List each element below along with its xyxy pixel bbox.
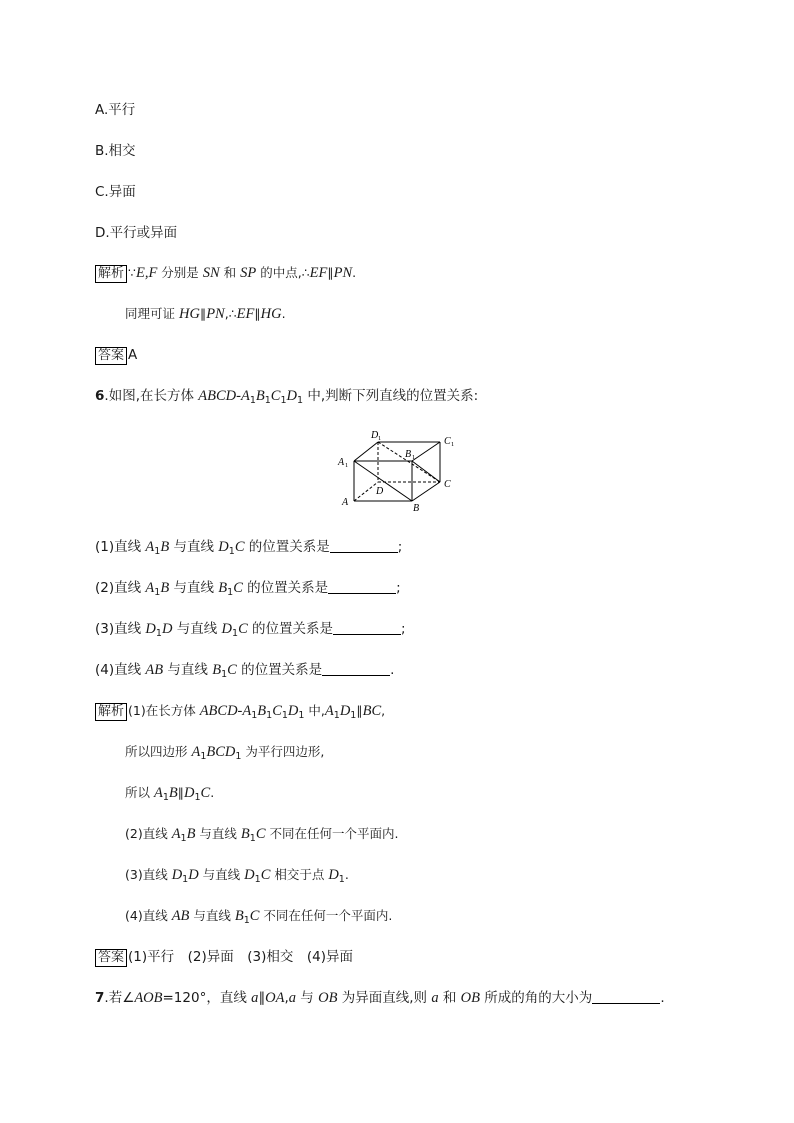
text: ∥ [254,306,261,321]
q6-item-1 [95,538,402,561]
answer-blank[interactable] [333,620,401,635]
q6-analysis-line-2 [125,743,324,766]
subscript: 1 [182,874,189,885]
label-a: A [342,497,349,508]
q6-analysis-line-6 [125,907,392,930]
label-c1-sub: 1 [451,441,455,448]
answer-blank[interactable] [592,989,660,1004]
option-d: D.平行或异面 [95,225,178,241]
text: 不同在任何一个平面内. [259,908,393,923]
math: B [257,703,267,719]
text: 不同在任何一个平面内. [265,826,399,841]
math: D [184,785,195,801]
subscript: 1 [194,792,201,803]
math: B [240,826,250,842]
label-a1: A [338,457,345,468]
subscript: 1 [243,915,250,926]
math: D [287,703,299,719]
math: B [212,662,222,678]
subscript: 1 [338,874,345,885]
text: ; [397,539,403,555]
q6-analysis-line-4 [125,825,398,848]
q5-answer [95,346,137,365]
math: SP [240,265,257,281]
subscript: 1 [254,874,261,885]
math: EF [236,306,255,322]
q6-analysis-line-1 [95,702,385,725]
text: 与直线 [169,580,219,596]
text: 的位置关系是 [247,621,334,637]
text: 与直线 [172,621,222,637]
math: OA [265,990,285,1006]
text: 和 [438,990,461,1006]
subscript: 1 [154,546,161,557]
math: HG [260,306,282,322]
cuboid-figure [336,426,464,516]
label-b1: B [405,449,412,460]
q6-stem [95,387,478,410]
subscript: 1 [235,751,242,762]
subscript: 1 [227,587,234,598]
math: C [234,539,245,555]
answer-blank[interactable] [322,661,390,676]
answer-value: (1)平行 (2)异面 (3)相交 (4)异面 [128,949,354,965]
subscript: 1 [280,395,287,406]
math: D [145,621,156,637]
math: D [188,867,199,883]
math: A [145,539,155,555]
text: , [284,990,289,1006]
math: BCD [206,744,236,760]
text: 同理可证 [125,306,179,321]
text: 相交于点 [270,867,329,882]
text: (4)直线 [125,908,172,923]
math: EF [309,265,328,281]
math: D [328,867,339,883]
math: a [431,990,439,1006]
text: ∥ [356,703,363,718]
answer-tag: 答案 [95,347,127,365]
text: 与直线 [169,539,219,555]
subscript: 1 [266,710,273,721]
subscript: 1 [221,669,228,680]
subscript: 1 [264,395,271,406]
math: AOB [134,990,163,1006]
math: B [255,388,265,404]
option-a: A.平行 [95,102,136,118]
text: 中,判断下列直线的位置关系: [303,388,479,404]
subscript: 1 [154,587,161,598]
math: ABCD-A [199,703,252,719]
subscript: 1 [350,710,357,721]
subscript: 1 [180,833,187,844]
subscript: 1 [155,628,162,639]
math: B [160,539,170,555]
subscript: 1 [249,833,256,844]
text: 与直线 [198,867,245,882]
answer-tag: 答案 [95,949,127,967]
math: C [233,580,243,596]
answer-blank[interactable] [330,538,398,553]
math: A [324,703,334,719]
line-b1c [412,461,440,482]
math: B [218,580,228,596]
math: C [255,826,266,842]
text: 所以四边形 [125,744,192,759]
label-b: B [413,503,420,514]
option-c: C.异面 [95,184,136,200]
q6-item-2 [95,579,401,602]
text: ∥ [199,306,207,321]
text: . [660,990,665,1006]
text: ∵ [128,265,136,280]
math: B [168,785,178,801]
text: 的位置关系是 [244,539,330,555]
q7-stem [95,989,665,1007]
q5-analysis-line-1 [95,264,356,283]
math: A [171,826,181,842]
q6-answer [95,948,353,967]
text: 的位置关系是 [236,662,323,678]
math: SN [202,265,220,281]
edge-c1b1 [412,442,440,461]
math: A [191,744,201,760]
q6-item-3 [95,620,406,643]
subscript: 1 [296,395,304,406]
text: 与 [296,990,319,1006]
label-b1-sub: 1 [412,454,416,461]
text: 中, [304,703,325,718]
math: D [161,621,173,637]
subscript: 1 [232,628,239,639]
math: A [153,785,163,801]
text: . [344,867,349,882]
q6-analysis-line-5 [125,866,349,889]
text: . [281,306,286,321]
math: C [260,867,271,883]
edge-a1d1 [354,442,378,461]
text: ; [401,621,406,637]
subscript: 1 [281,710,288,721]
analysis-tag: 解析 [95,703,127,721]
math: B [186,826,196,842]
text: 所成的角的大小为 [480,990,593,1006]
text: (2)直线 [95,580,146,596]
subscript: 1 [298,710,305,721]
text: 分别是 [157,265,203,280]
text: ∥ [177,785,184,800]
math: E,F [135,265,158,281]
text: 和 [219,265,241,280]
math: C [227,662,237,678]
math: PN [333,265,353,281]
label-d: D [376,486,384,497]
label-c1: C [444,436,451,447]
math: D [244,867,255,883]
text: 的中点,∴ [256,265,310,280]
text: .若∠ [104,990,135,1006]
math: BC [362,703,382,719]
edge-cb [412,482,440,501]
text: . [210,785,215,800]
math: C [238,621,248,637]
math: a [288,990,297,1006]
label-c: C [444,479,451,490]
text: 所以 [125,785,154,800]
label-d1-sub: 1 [378,435,382,442]
text: (2)直线 [125,826,172,841]
text: (3)直线 [125,867,172,882]
text: 为平行四边形, [241,744,325,759]
math: OB [460,990,481,1006]
subscript: 1 [249,395,256,406]
math: OB [318,990,338,1006]
text: (1)在长方体 [128,703,200,718]
text: . [352,265,357,280]
math: B [160,580,170,596]
math: D [339,703,351,719]
math: a [251,990,259,1006]
subscript: 1 [251,710,258,721]
question-number: 7 [95,990,105,1006]
math: HG [178,306,200,322]
subscript: 1 [333,710,340,721]
text: 的位置关系是 [242,580,329,596]
question-number: 6 [95,388,105,404]
text: ; [396,580,401,596]
math: C [200,785,211,801]
math: C [249,908,260,924]
edge-ad [354,482,378,501]
text: , [381,703,386,718]
math: PN [206,306,225,322]
text: . [390,662,395,678]
label-d1: D [371,430,379,441]
math: ABCD-A [198,388,250,404]
answer-value: A [128,347,138,363]
math: D [218,539,229,555]
math: AB [171,908,190,924]
subscript: 1 [228,546,235,557]
text: 为异面直线,则 [337,990,432,1006]
math: C [272,703,282,719]
math: B [234,908,244,924]
math: C [270,388,281,404]
math: D [171,867,183,883]
math: D [221,621,233,637]
option-b: B.相交 [95,143,136,159]
analysis-tag: 解析 [95,265,127,283]
math: AB [145,662,164,678]
text: 与直线 [189,908,235,923]
text: ∥ [327,265,334,280]
q5-analysis-line-2 [125,305,286,323]
subscript: 1 [200,751,207,762]
subscript: 1 [162,792,169,803]
text: (4)直线 [95,662,146,678]
math: A [145,580,155,596]
answer-blank[interactable] [328,579,396,594]
text: 与直线 [195,826,241,841]
text: (3)直线 [95,621,146,637]
text: ∥ [258,990,266,1006]
q6-item-4 [95,661,394,684]
text: 与直线 [163,662,213,678]
text: (1)直线 [95,539,146,555]
text: =120°，直线 [162,990,252,1006]
q6-analysis-line-3 [125,784,214,807]
label-a1-sub: 1 [345,462,349,469]
text: ,∴ [224,306,237,321]
text: .如图,在长方体 [104,388,199,404]
math: D [286,388,297,404]
